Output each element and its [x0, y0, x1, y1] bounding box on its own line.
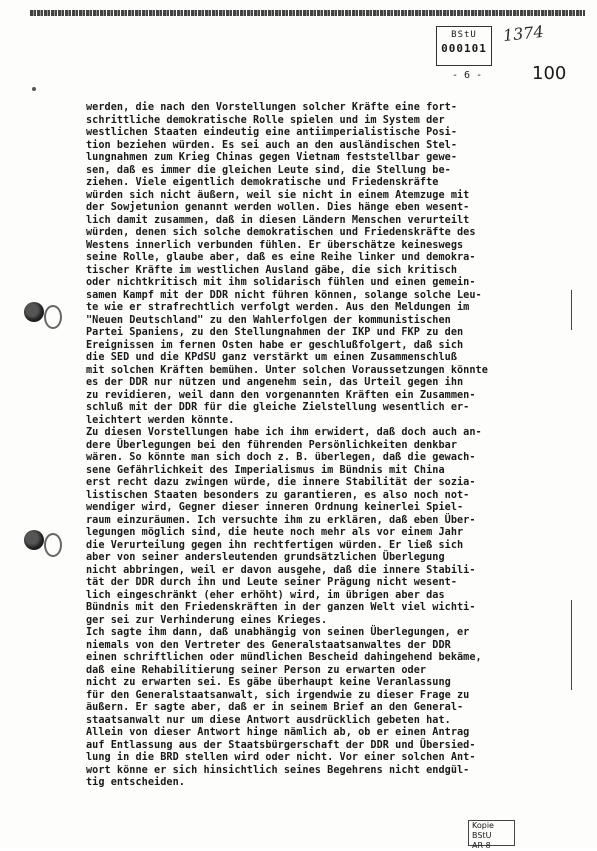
- text-line: staatsanwalt nur um diese Antwort ausdrücklich gebeten hat.: [86, 714, 451, 726]
- text-line: listischen Staaten besonders zu garantieren, es also noch not-: [86, 489, 470, 501]
- text-line: te wie er strafrechtlich verfolgt werden. Aus den Meldungen im: [86, 302, 470, 313]
- text-line: aber von seiner andersleutenden grundsätzlichen Überlegung: [86, 552, 445, 563]
- body-text: [86, 102, 546, 790]
- text-line: für den Generalstaatsanwalt, sich irgendwie zu dieser Frage zu: [86, 689, 470, 701]
- text-line: tischer Kräfte im westlichen Ausland gäbe, die sich kritisch: [86, 264, 458, 276]
- text-line: die SED und die KPdSU ganz verstärkt um einen Zusammenschluß: [86, 352, 458, 363]
- margin-mark: [571, 290, 572, 330]
- text-line: wendiger wird, Gegner dieser inneren Ordnung keinerlei Spiel-: [86, 502, 464, 513]
- text-line: würden sich nicht äußern, weil sie nicht in einem Atemzuge mit: [86, 189, 470, 201]
- text-line: tät der DDR durch ihn und Leute seiner Prägung nicht wesent-: [86, 577, 458, 588]
- text-line: nicht zu erwarten sei. Es gäbe überhaupt keine Veranlassung: [86, 677, 451, 688]
- text-line: tion beziehen würden. Es sei auch an den ausländischen Stel-: [86, 139, 458, 151]
- text-line: raum einzuräumen. Ich versuchte ihm zu erklären, daß eben Über-: [86, 514, 476, 526]
- text-line: erst recht dazu zwingen würde, die innere Stabilität der sozia-: [86, 477, 476, 488]
- text-line: mit solchen Kräften bemühen. Unter solchen Voraussetzungen könnte: [86, 364, 488, 376]
- text-line: Ich sagte ihm dann, daß unabhängig von seinen Überlegungen, er: [86, 627, 470, 638]
- text-line: Partei Spaniens, zu den Stellungnahmen der IKP und FKP zu den: [86, 327, 464, 338]
- text-line: Westens innerlich verbunden fühlen. Er überschätze keineswegs: [86, 239, 464, 251]
- text-line: wort könne er sich hinsichtlich seines Begehrens nicht endgül-: [86, 764, 470, 776]
- text-line: schluß mit der DDR für die gleiche Zielstellung wesentlich er-: [86, 402, 470, 413]
- punch-hole-ring-icon: [44, 305, 62, 329]
- text-line: auf Entlassung aus der Staatsbürgerschaft der DDR und Übersied-: [86, 739, 476, 751]
- text-line: wären. So könnte man sich doch z. B. überlegen, daß die gewach-: [86, 452, 476, 463]
- text-line: Zu diesen Vorstellungen habe ich ihm erwidert, daß doch auch an-: [86, 427, 482, 438]
- archive-stamp-number: 000101: [441, 42, 487, 55]
- punch-hole-ring-icon: [44, 533, 62, 557]
- text-line: daß eine Rehabilitierung seiner Person zu erwarten oder: [86, 664, 427, 676]
- text-line: niemals von den Vertreter des Generalstaatsanwaltes der DDR: [86, 639, 451, 651]
- text-line: lich eingeschränkt (eher erhöht) wird, im übrigen aber das: [86, 589, 445, 601]
- copy-stamp-line1: Kopie BStU: [472, 821, 494, 840]
- page-marker: - 6 -: [452, 70, 483, 81]
- text-line: tig entscheiden.: [86, 777, 185, 788]
- archive-stamp-label: BStU: [451, 30, 477, 40]
- text-line: der Sowjetunion genannt werden wollen. Dies hänge eben wesent-: [86, 202, 470, 213]
- text-line: legungen möglich sind, die heute noch mehr als vor einem Jahr: [86, 527, 464, 538]
- text-line: Bündnis mit den Friedenskräften in der ganzen Welt viel wichti-: [86, 602, 476, 613]
- text-line: einen schriftlichen oder mündlichen Bescheid dahingehend bekäme,: [86, 652, 482, 663]
- copy-stamp: [468, 820, 515, 850]
- page-number: 100: [532, 63, 567, 84]
- text-line: westlichen Staaten eindeutig eine antiimperialistische Posi-: [86, 127, 458, 138]
- text-line: lungnahmen zum Krieg Chinas gegen Vietnam feststellbar gewe-: [86, 152, 458, 163]
- punch-hole-icon: [24, 530, 44, 550]
- text-line: zu revidieren, weil dann den vorgenannten Kräften ein Zusammen-: [86, 389, 476, 401]
- text-line: sene Gefährlichkeit des Imperialismus im Bündnis mit China: [86, 464, 445, 476]
- text-line: samen Kampf mit der DDR nicht führen können, solange solche Leu-: [86, 289, 482, 301]
- text-line: lung in die BRD stellen wird oder nicht. Vor einer solchen Ant-: [86, 752, 476, 763]
- copy-stamp-line2: AR 8: [472, 841, 491, 850]
- text-line: nicht abbringen, weil er davon ausgehe, daß die innere Stabili-: [86, 564, 476, 576]
- text-line: Allein von dieser Antwort hinge nämlich ab, ob er einen Antrag: [86, 727, 470, 738]
- text-line: "Neuen Deutschland" zu den Wahlerfolgen der kommunistischen: [86, 314, 451, 326]
- text-line: lich damit zusammen, daß in diesen Ländern Menschen verurteilt: [86, 214, 470, 226]
- text-line: äußern. Er sagte aber, daß er in seinem Brief an den General-: [86, 702, 464, 713]
- page-edge-border: [30, 10, 585, 16]
- text-line: schrittliche demokratische Rolle spielen und im System der: [86, 114, 445, 126]
- text-line: die Verurteilung gegen ihn rechtfertigen würden. Er ließ sich: [86, 539, 464, 551]
- text-line: es der DDR nur nützen und angenehm sein, das Urteil gegen ihn: [86, 377, 464, 388]
- text-line: werden, die nach den Vorstellungen solcher Kräfte eine fort-: [86, 102, 458, 113]
- text-line: Ereignissen im fernen Osten habe er geschlußfolgert, daß sich: [86, 339, 464, 351]
- text-line: würden, denen sich solche demokratischen und Friedenskräfte des: [86, 227, 476, 238]
- archive-stamp: [436, 26, 492, 66]
- handwritten-number: 1374: [502, 21, 545, 46]
- text-line: oder nichtkritisch mit ihm solidarisch fühlen und einen gemein-: [86, 277, 476, 288]
- text-line: ger sei zur Verhinderung eines Krieges.: [86, 614, 328, 626]
- text-line: leichtert werden könnte.: [86, 414, 235, 426]
- text-line: seine Rolle, glaube aber, daß es eine Reihe linker und demokra-: [86, 252, 476, 263]
- punch-hole-icon: [24, 302, 44, 322]
- text-line: ziehen. Viele eigentlich demokratische und Friedenskräfte: [86, 177, 439, 188]
- text-line: sen, daß es immer die gleichen Leute sind, die Stellung be-: [86, 164, 451, 176]
- text-line: dere Überlegungen bei den führenden Persönlichkeiten denkbar: [86, 439, 458, 451]
- margin-mark: [571, 600, 572, 690]
- margin-dot: [32, 87, 36, 91]
